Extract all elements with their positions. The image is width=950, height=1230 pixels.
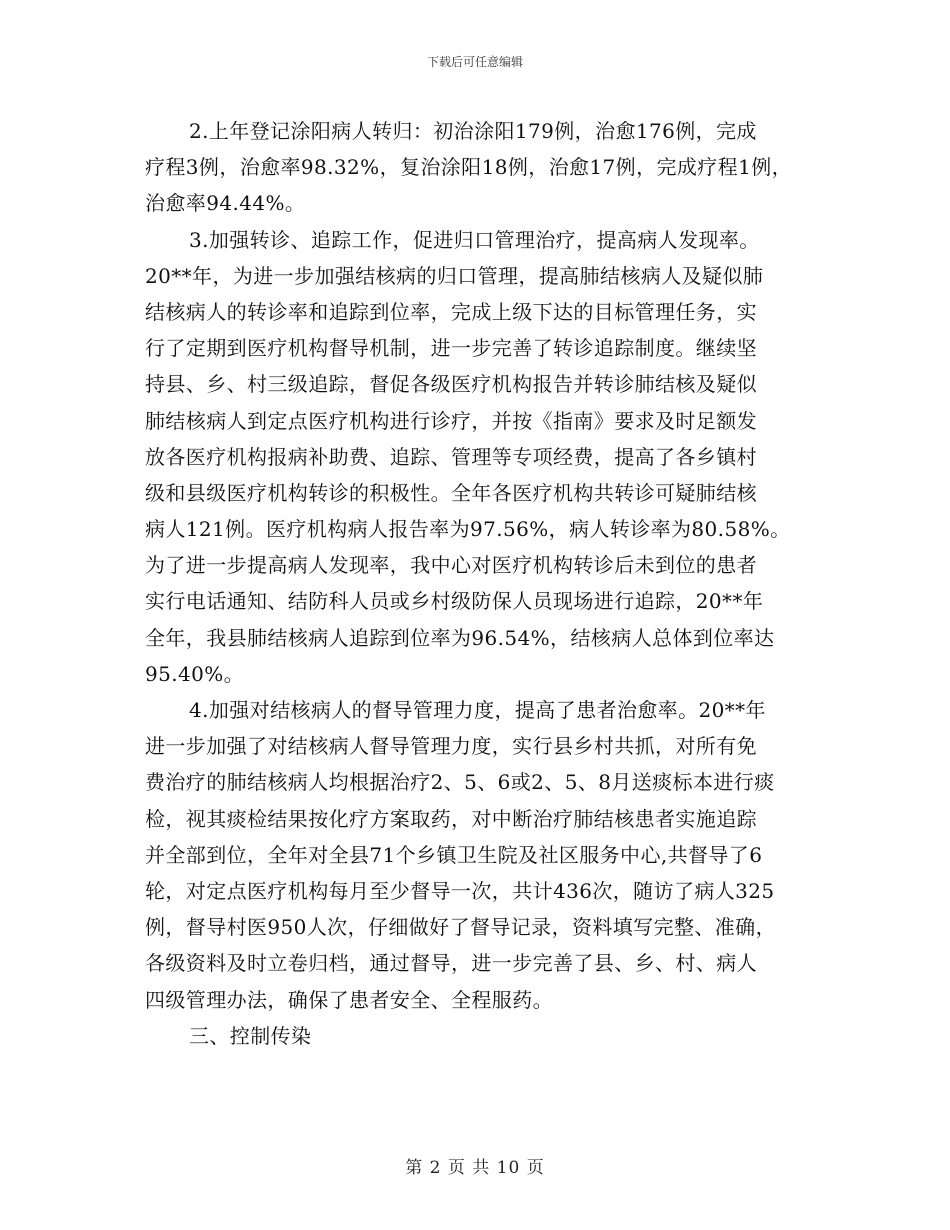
paragraph-first-line: 2.上年登记涂阳病人转归：初治涂阳179例，治愈176例，完成 bbox=[189, 119, 757, 143]
paragraph-line: 放各医疗机构报病补助费、追踪、管理等专项经费，提高了各乡镇村 bbox=[145, 444, 757, 469]
paragraph-line: 例，督导村医950人次，仔细做好了督导记录，资料填写完整、准确， bbox=[145, 915, 776, 940]
paragraph-line: 全年，我县肺结核病人追踪到位率为96.54%，结核病人总体到位率达 bbox=[145, 625, 775, 650]
paragraph-line: 实行电话通知、结防科人员或乡村级防保人员现场进行追踪，20**年 bbox=[145, 589, 764, 614]
paragraph-line: 持县、乡、村三级追踪，督促各级医疗机构报告并转诊肺结核及疑似 bbox=[145, 372, 757, 397]
paragraph-line: 治愈率94.44%。 bbox=[145, 191, 306, 216]
paragraph-line: 行了定期到医疗机构督导机制，进一步完善了转诊追踪制度。继续坚 bbox=[145, 336, 757, 361]
paragraph-line: 肺结核病人到定点医疗机构进行诊疗，并按《指南》要求及时足额发 bbox=[145, 408, 757, 433]
paragraph-line: 级和县级医疗机构转诊的积极性。全年各医疗机构共转诊可疑肺结核 bbox=[145, 480, 757, 505]
paragraph-line: 95.40%。 bbox=[145, 661, 245, 686]
paragraph-line: 病人121例。医疗机构病人报告率为97.56%，病人转诊率为80.58%。 bbox=[145, 517, 791, 542]
paragraph-line: 并全部到位，全年对全县71个乡镇卫生院及社区服务中心,共督导了6 bbox=[145, 842, 763, 867]
paragraph-line: 检，视其痰检结果按化疗方案取药，对中断治疗肺结核患者实施追踪 bbox=[145, 806, 757, 831]
paragraph-line: 进一步加强了对结核病人督导管理力度，实行县乡村共抓，对所有免 bbox=[145, 734, 757, 759]
paragraph-line: 20**年，为进一步加强结核病的归口管理，提高肺结核病人及疑似肺 bbox=[145, 263, 764, 288]
paragraph-line: 费治疗的肺结核病人均根据治疗2、5、6或2、5、8月送痰标本进行痰 bbox=[145, 770, 775, 795]
document-body bbox=[145, 113, 835, 1054]
paragraph-line: 为了进一步提高病人发现率，我中心对医疗机构转诊后未到位的患者 bbox=[145, 553, 757, 578]
paragraph-first-line: 3.加强转诊、追踪工作，促进归口管理治疗，提高病人发现率。 bbox=[189, 227, 760, 252]
paragraph-first-line: 三、控制传染 bbox=[189, 1023, 312, 1048]
page-footer: 第 2 页 共 10 页 bbox=[405, 1158, 545, 1178]
paragraph-line: 轮，对定点医疗机构每月至少督导一次，共计436次，随访了病人325 bbox=[145, 878, 775, 903]
paragraph-line: 疗程3例，治愈率98.32%，复治涂阳18例，治愈17例，完成疗程1例， bbox=[145, 155, 793, 180]
page-header: 下载后可任意编辑 bbox=[426, 55, 523, 69]
paragraph-line: 各级资料及时立卷归档，通过督导，进一步完善了县、乡、村、病人 bbox=[145, 951, 757, 976]
paragraph-line: 四级管理办法，确保了患者安全、全程服药。 bbox=[145, 987, 553, 1012]
paragraph-first-line: 4.加强对结核病人的督导管理力度，提高了患者治愈率。20**年 bbox=[189, 698, 766, 722]
paragraph-line: 结核病人的转诊率和追踪到位率，完成上级下达的目标管理任务，实 bbox=[145, 299, 757, 324]
